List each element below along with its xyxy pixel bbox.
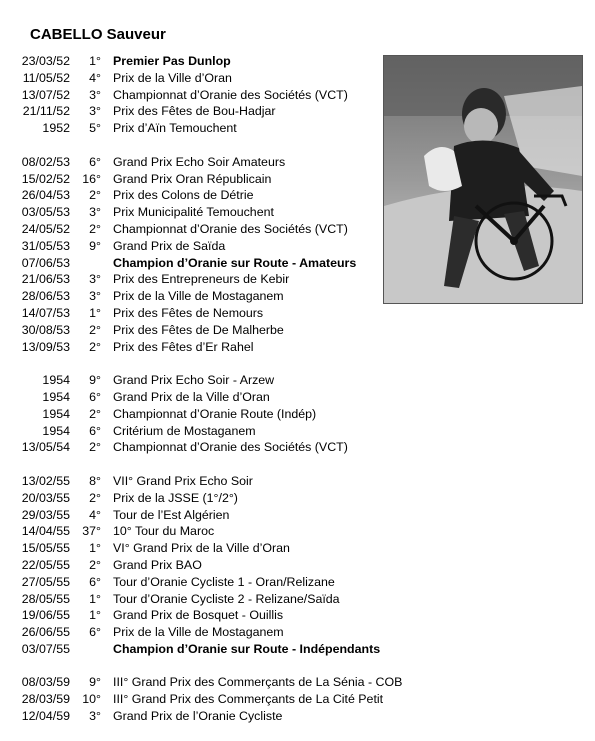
result-date: 21/11/52 — [22, 104, 70, 119]
result-place: 2° — [89, 322, 101, 337]
result-date: 28/03/59 — [21, 692, 70, 707]
result-date: 08/02/53 — [21, 154, 70, 169]
result-date: 1954 — [42, 423, 70, 438]
result-place: 9° — [89, 675, 101, 690]
result-row — [0, 691, 595, 708]
result-date: 14/04/55 — [21, 524, 70, 539]
result-place: 1° — [89, 305, 101, 320]
result-place: 4° — [89, 507, 101, 522]
result-place: 6° — [89, 625, 101, 640]
result-place: 16° — [82, 171, 101, 186]
group-spacer — [0, 456, 595, 473]
result-row — [0, 607, 595, 624]
result-event: Prix des Fêtes de De Malherbe — [113, 322, 284, 337]
page-title: CABELLO Sauveur — [30, 26, 166, 43]
result-date: 19/06/55 — [21, 608, 70, 623]
result-date: 08/03/59 — [21, 675, 70, 690]
result-row — [0, 423, 595, 440]
result-date: 15/02/52 — [21, 171, 70, 186]
result-place: 1° — [89, 608, 101, 623]
result-event: Prix de la Ville de Mostaganem — [113, 625, 284, 640]
result-event: 10° Tour du Maroc — [113, 524, 215, 539]
result-place: 6° — [89, 389, 101, 404]
result-date: 23/03/52 — [21, 54, 70, 68]
result-place: 3° — [89, 205, 101, 220]
result-event: Grand Prix de Bosquet - Ouillis — [113, 608, 284, 623]
result-place: 2° — [89, 406, 101, 421]
cyclist-portrait-photo-icon — [384, 56, 582, 303]
result-event: Prix d’Aïn Temouchent — [113, 121, 237, 136]
result-row — [0, 473, 595, 490]
result-date: 24/05/52 — [21, 221, 70, 236]
result-event: VII° Grand Prix Echo Soir — [113, 473, 253, 488]
result-event: Championnat d’Oranie des Sociétés (VCT) — [113, 87, 348, 102]
result-date: 27/05/55 — [21, 574, 70, 589]
result-event: Prix des Colons de Détrie — [113, 188, 254, 203]
result-place: 6° — [89, 154, 101, 169]
result-date: 28/06/53 — [21, 289, 70, 304]
result-place: 3° — [89, 709, 101, 724]
result-event: Champion d’Oranie sur Route - Indépendants — [113, 641, 381, 656]
result-date: 26/06/55 — [21, 625, 70, 640]
result-row — [0, 305, 595, 322]
result-date: 13/02/55 — [21, 473, 70, 488]
result-row — [0, 490, 595, 507]
result-event: Prix Municipalité Temouchent — [113, 205, 274, 220]
result-place: 2° — [89, 221, 101, 236]
result-event: Championnat d’Oranie des Sociétés (VCT) — [113, 221, 348, 236]
result-date: 11/05/52 — [22, 70, 70, 85]
result-date: 30/08/53 — [21, 322, 70, 337]
result-place: 2° — [89, 440, 101, 455]
result-event: Tour d’Oranie Cycliste 1 - Oran/Relizane — [113, 574, 335, 589]
result-event: Tour de l’Est Algérien — [113, 507, 230, 522]
result-row — [0, 540, 595, 557]
result-event: Grand Prix Echo Soir - Arzew — [113, 373, 275, 388]
result-place: 2° — [89, 557, 101, 572]
result-date: 31/05/53 — [21, 238, 70, 253]
result-place: 6° — [89, 423, 101, 438]
result-row — [0, 439, 595, 456]
result-event: Tour d’Oranie Cycliste 2 - Relizane/Saïda — [113, 591, 340, 606]
result-place: 9° — [89, 238, 101, 253]
result-date: 20/03/55 — [21, 490, 70, 505]
group-spacer — [0, 355, 595, 372]
result-place: 3° — [89, 87, 101, 102]
result-event: Critérium de Mostaganem — [113, 423, 256, 438]
result-date: 1954 — [42, 373, 70, 388]
result-place: 2° — [89, 339, 101, 354]
result-date: 03/07/55 — [21, 641, 70, 656]
result-row — [0, 708, 595, 725]
result-place: 5° — [89, 121, 101, 136]
result-row — [0, 557, 595, 574]
result-date: 29/03/55 — [21, 507, 70, 522]
result-date: 15/05/55 — [21, 541, 70, 556]
result-event: III° Grand Prix des Commerçants de La Sénia - COB — [113, 675, 403, 690]
result-date: 13/05/54 — [21, 440, 70, 455]
result-date: 22/05/55 — [21, 557, 70, 572]
result-place: 2° — [89, 188, 101, 203]
result-event: Prix des Entrepreneurs de Kebir — [113, 272, 290, 287]
result-event: Grand Prix de Saïda — [113, 238, 226, 253]
cyclist-photo — [383, 55, 583, 304]
result-event: Grand Prix Echo Soir Amateurs — [113, 154, 286, 169]
result-place: 2° — [89, 490, 101, 505]
result-row — [0, 322, 595, 339]
result-row — [0, 389, 595, 406]
result-event: VI° Grand Prix de la Ville d’Oran — [113, 541, 290, 556]
result-place: 3° — [89, 289, 101, 304]
result-place: 8° — [89, 473, 101, 488]
result-row — [0, 372, 595, 389]
result-place: 1° — [89, 54, 101, 68]
result-event: Championnat d’Oranie des Sociétés (VCT) — [113, 440, 348, 455]
result-event: Grand Prix de l’Oranie Cycliste — [113, 709, 283, 724]
result-event: Prix des Fêtes d’Er Rahel — [113, 339, 254, 354]
result-date: 1952 — [42, 121, 70, 136]
result-date: 21/06/53 — [21, 272, 70, 287]
result-place: 6° — [89, 574, 101, 589]
result-event: Grand Prix BAO — [113, 557, 202, 572]
result-event: Grand Prix Oran Républicain — [113, 171, 272, 186]
result-row — [0, 523, 595, 540]
result-place: 3° — [89, 104, 101, 119]
result-event: Prix des Fêtes de Bou-Hadjar — [113, 104, 276, 119]
result-event: Grand Prix de la Ville d’Oran — [113, 389, 270, 404]
result-date: 03/05/53 — [21, 205, 70, 220]
result-place: 1° — [89, 541, 101, 556]
result-date: 13/07/52 — [21, 87, 70, 102]
result-place: 37° — [82, 524, 101, 539]
result-date: 26/04/53 — [21, 188, 70, 203]
result-place: 9° — [89, 373, 101, 388]
result-event: Premier Pas Dunlop — [113, 54, 231, 68]
group-spacer — [0, 658, 595, 675]
result-place: 10° — [82, 692, 101, 707]
result-date: 12/04/59 — [21, 709, 70, 724]
result-event: Champion d’Oranie sur Route - Amateurs — [113, 255, 357, 270]
result-row — [0, 641, 595, 658]
result-event: Championnat d’Oranie Route (Indép) — [113, 406, 317, 421]
result-date: 13/09/53 — [21, 339, 70, 354]
result-row — [0, 591, 595, 608]
result-date: 07/06/53 — [21, 255, 70, 270]
result-date: 1954 — [42, 389, 70, 404]
result-row — [0, 507, 595, 524]
result-row — [0, 339, 595, 356]
result-place: 1° — [89, 591, 101, 606]
result-date: 1954 — [42, 406, 70, 421]
result-row — [0, 674, 595, 691]
result-date: 14/07/53 — [21, 305, 70, 320]
result-event: Prix des Fêtes de Nemours — [113, 305, 264, 320]
result-row — [0, 574, 595, 591]
result-place: 4° — [89, 70, 101, 85]
result-date: 28/05/55 — [21, 591, 70, 606]
result-place: 3° — [89, 272, 101, 287]
result-row — [0, 406, 595, 423]
result-event: III° Grand Prix des Commerçants de La Cité Petit — [113, 692, 384, 707]
result-event: Prix de la Ville d’Oran — [113, 70, 232, 85]
result-event: Prix de la JSSE (1°/2°) — [113, 490, 238, 505]
result-event: Prix de la Ville de Mostaganem — [113, 289, 284, 304]
result-row — [0, 624, 595, 641]
